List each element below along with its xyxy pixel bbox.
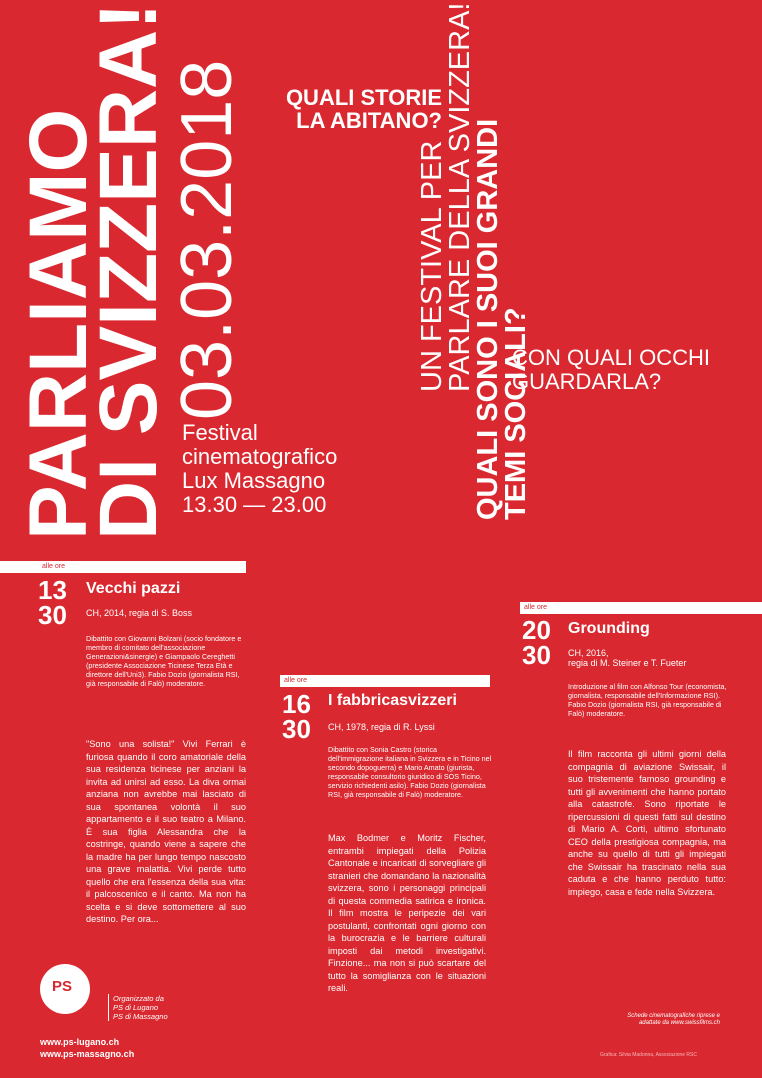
tagline bbox=[418, 3, 474, 393]
film2-synopsis: Max Bodmer e Moritz Fischer, entrambi impiegati della Polizia Cantonale e incaricati di sorvegliare gli stranieri che domandano la nazionalità svizzera, sono i personaggi principali di questa commedia satirica e ironica. Il film mostra le peripezie dei vari postulanti, confrontati ogni giorno con la burocrazia e le barriere culturali imposti dai metodi investigativi. Finzione... ma non si può scartare del tutto la somiglianza con le situazioni reali. bbox=[328, 833, 486, 993]
film1-bar bbox=[0, 561, 246, 573]
question-grandi bbox=[474, 119, 530, 520]
credits-line2: adattate da www.swissfilms.ch bbox=[638, 1020, 720, 1026]
ps-logo-text: PS bbox=[52, 978, 73, 995]
question-occhi-line1: CON QUALI OCCHI bbox=[512, 345, 711, 370]
poster-title bbox=[13, 2, 174, 540]
event-date: 03.03.2018 bbox=[167, 59, 247, 420]
film2-time bbox=[282, 689, 311, 744]
organizers-line1: Organizzato da bbox=[113, 994, 164, 1003]
film3-synopsis: Il film racconta gli ultimi giorni della compagnia di aviazione Swissair, il suo tristemente famoso grounding e tutti gli avvenimenti che hanno portato alla catastrofe. Sono riportate le ripercussioni di questi fatti sul destino di Mario A. Corti, ultimo sfortunato CEO della prestigiosa compagnia, ma anche su quello di tutti gli impiegati che Swissair ha trascinato nella sua caduta e che hanno perduto tutto: impiego, casa e fede nella Svizzera. bbox=[568, 749, 726, 897]
film3-title: Grounding bbox=[568, 620, 650, 637]
film1-synopsis: "Sono una solista!" Vivi Ferrari è furiosa quando il coro amatoriale della sua residenza ticinese per anziani la invita ad unirsi ad esso. La diva ormai anziana non avrebbe mai lasciato di sua spontanea volontà il suo appartamento e il suo teatro a Milano. È sua figlia Alessandra che la costringe, quando viene a sapere che la madre ha per lungo tempo nascosto una grave malattia. Vivi perde tutto quello che era l'essenza della sua vita: il palcoscenico e il canto. Ma non ha scelta e si deve sottomettere al suo destino. Per ora... bbox=[86, 739, 246, 924]
design-credit: Grafica: Silvia Madonna, Associazione RSC bbox=[600, 1052, 697, 1058]
tagline-line1: UN FESTIVAL PER bbox=[416, 140, 448, 392]
film2-alle: alle ore bbox=[284, 677, 307, 684]
film2-min: 30 bbox=[282, 714, 311, 744]
question-grandi-line2: TEMI SOCIALI? bbox=[500, 307, 532, 520]
link-ps-massagno[interactable]: www.ps-massagno.ch bbox=[40, 1049, 135, 1059]
film3-time bbox=[522, 615, 551, 670]
organizers bbox=[108, 994, 168, 1021]
ps-logo bbox=[40, 964, 90, 1014]
credits-line1: Schede cinematografiche riprese e bbox=[627, 1013, 720, 1019]
question-storie-line2: LA ABITANO? bbox=[296, 108, 442, 133]
question-storie-line1: QUALI STORIE bbox=[285, 85, 442, 110]
film1-time bbox=[38, 575, 67, 630]
film3-meta2: regia di M. Steiner e T. Fueter bbox=[568, 658, 687, 668]
organizers-line2: PS di Lugano bbox=[113, 1003, 159, 1012]
film1-alle: alle ore bbox=[42, 563, 65, 570]
question-occhi-line2: GUARDARLA? bbox=[512, 369, 662, 394]
film2-hour: 16 bbox=[282, 689, 311, 719]
film2-meta: CH, 1978, regia di R. Lyssi bbox=[328, 722, 435, 732]
festival-info bbox=[182, 421, 337, 517]
credits bbox=[560, 1013, 720, 1027]
film1-meta: CH, 2014, regia di S. Boss bbox=[86, 608, 193, 618]
festival-line2: cinematografico bbox=[182, 444, 338, 469]
film2-title: I fabbricasvizzeri bbox=[328, 692, 457, 709]
question-occhi bbox=[512, 346, 710, 394]
film1-min: 30 bbox=[38, 600, 67, 630]
question-storie bbox=[262, 86, 442, 132]
film3-alle: alle ore bbox=[524, 604, 547, 611]
festival-line4: 13.30 — 23.00 bbox=[182, 492, 327, 517]
festival-line3: Lux Massagno bbox=[182, 468, 326, 493]
tagline-line2: PARLARE DELLA SVIZZERA! bbox=[444, 2, 476, 392]
film3-min: 30 bbox=[522, 640, 551, 670]
film2-debate: Dibattito con Sonia Castro (storica dell'immigrazione italiana in Svizzera e in Ticino nel secondo dopoguerra) e Mario Amato (giurista, responsabile consultorio giuridico di SOS Ticino, servizio richiedenti asilo). Fabio Dozio (giornalista RSI, già responsabile di Falò) moderatore. bbox=[328, 745, 492, 799]
organizers-line3: PS di Massagno bbox=[113, 1012, 168, 1021]
film2-bar bbox=[280, 675, 490, 687]
film3-meta1: CH, 2016, bbox=[568, 648, 609, 658]
title-line2: DI SVIZZERA! bbox=[83, 2, 174, 540]
film3-bar bbox=[520, 602, 762, 614]
film3-hour: 20 bbox=[522, 615, 551, 645]
link-ps-lugano[interactable]: www.ps-lugano.ch bbox=[40, 1037, 120, 1047]
title-line1: PARLIAMO bbox=[13, 108, 104, 540]
festival-line1: Festival bbox=[182, 420, 258, 445]
film3-debate: Introduzione al film con Alfonso Tour (economista, giornalista, responsabile dell'Informazione RSI). Fabio Dozio (giornalista RSI, già responsabile di Falò) moderatore. bbox=[568, 682, 727, 718]
film3-meta bbox=[568, 648, 686, 668]
website-links bbox=[40, 1036, 134, 1060]
film1-debate: Dibattito con Giovanni Bolzani (socio fondatore e membro di comitato dell'associazione Generazioni&sinergie) e Giampaolo Cereghetti (presidente Associazione Ticinese Terza Età e direttore dell'Uni3). Fabio Dozio (giornalista RSI, già responsabile di Falò) moderatore. bbox=[86, 634, 242, 688]
film1-title: Vecchi pazzi bbox=[86, 580, 181, 597]
question-grandi-line1: QUALI SONO I SUOI GRANDI bbox=[472, 118, 504, 520]
film1-hour: 13 bbox=[38, 575, 67, 605]
